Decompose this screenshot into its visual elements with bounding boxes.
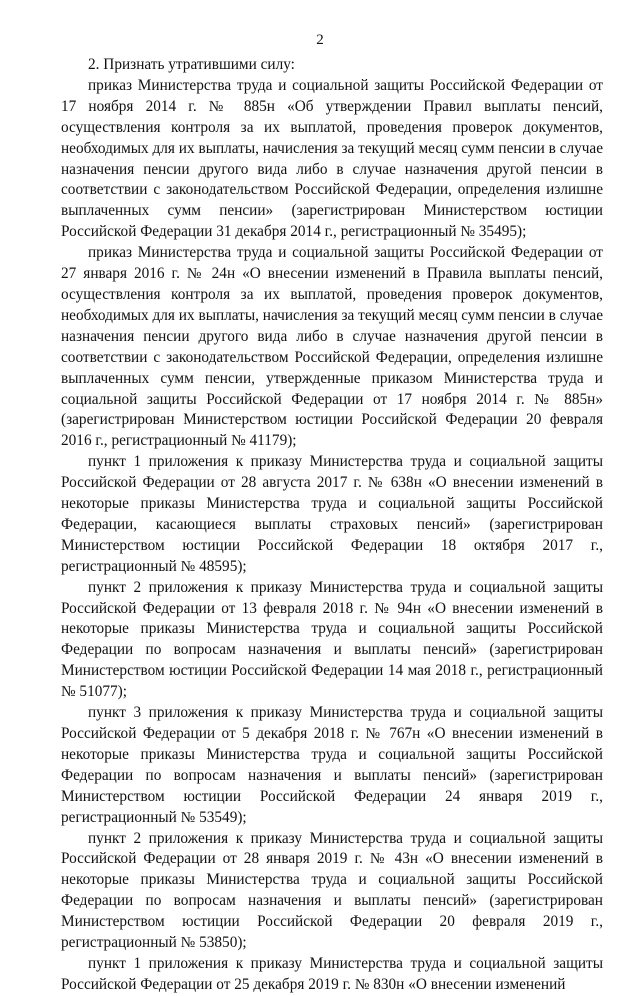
paragraph-order-24n: приказ Министерства труда и социальной защиты Российской Федерации от 27 января 2016 г. № 24н «О внесении изменений в Правила выплаты пенсий, осуществления контроля за их выплатой, проведения проверок документов, необходимых для их выплаты, начисления за текущий месяц сумм пенсии в случае назначения пенсии другого вида либо в случае назначения другой пенсии в соответствии с законодательством Российской Федерации, определения излишне выплаченных сумм пенсии, утвержденные приказом Министерства труда и социальной защиты Российской Федерации от 17 ноября 2014 г. № 885н» (зарегистрирован Министерством юстиции Российской Федерации 20 февраля 2016 г., регистрационный № 41179); [61, 244, 603, 450]
section-heading: 2. Признать утратившими силу: [88, 56, 295, 73]
paragraph-order-767n: пункт 3 приложения к приказу Министерства труда и социальной защиты Российской Федерации от 5 декабря 2018 г. № 767н «О внесении изменений в некоторые приказы Министерства труда и социальной защиты Российской Федерации по вопросам назначения и выплаты пенсий» (зарегистрирован Министерством юстиции Российской Федерации 24 января 2019 г., регистрационный № 53549); [61, 704, 603, 826]
paragraph-order-830n: пункт 1 приложения к приказу Министерства труда и социальной защиты Российской Федерации от 25 декабря 2019 г. № 830н «О внесении изменений [61, 954, 603, 993]
paragraph-order-94n: пункт 2 приложения к приказу Министерства труда и социальной защиты Российской Федерации от 13 февраля 2018 г. № 94н «О внесении изменений в некоторые приказы Министерства труда и социальной защиты Российской Федерации по вопросам назначения и выплаты пенсий» (зарегистрирован Министерством юстиции Российской Федерации 14 мая 2018 г., регистрационный № 51077); [61, 578, 603, 701]
page-number: 2 [316, 32, 324, 48]
paragraph-order-885n: приказ Министерства труда и социальной защиты Российской Федерации от 17 ноября 2014 г. № 885н «Об утверждении Правил выплаты пенсий, осуществления контроля за их выплатой, проведения проверок документов, необходимых для их выплаты, начисления за текущий месяц сумм пенсии в случае назначения пенсии другого вида либо в случае назначения другой пенсии в соответствии с законодательством Российской Федерации, определения излишне выплаченных сумм пенсии» (зарегистрирован Министерством юстиции Российской Федерации 31 декабря 2014 г., регистрационный № 35495); [61, 76, 603, 241]
document-body [61, 55, 603, 996]
paragraph-order-638n: пункт 1 приложения к приказу Министерства труда и социальной защиты Российской Федерации от 28 августа 2017 г. № 638н «О внесении изменений в некоторые приказы Министерства труда и социальной защиты Российской Федерации, касающиеся выплаты страховых пенсий» (зарегистрирован Министерством юстиции Российской Федерации 18 октября 2017 г., регистрационный № 48595); [61, 453, 603, 575]
paragraph-order-43n: пункт 2 приложения к приказу Министерства труда и социальной защиты Российской Федерации от 28 января 2019 г. № 43н «О внесении изменений в некоторые приказы Министерства труда и социальной защиты Российской Федерации по вопросам назначения и выплаты пенсий» (зарегистрирован Министерством юстиции Российской Федерации 20 февраля 2019 г., регистрационный № 53850); [61, 829, 603, 952]
